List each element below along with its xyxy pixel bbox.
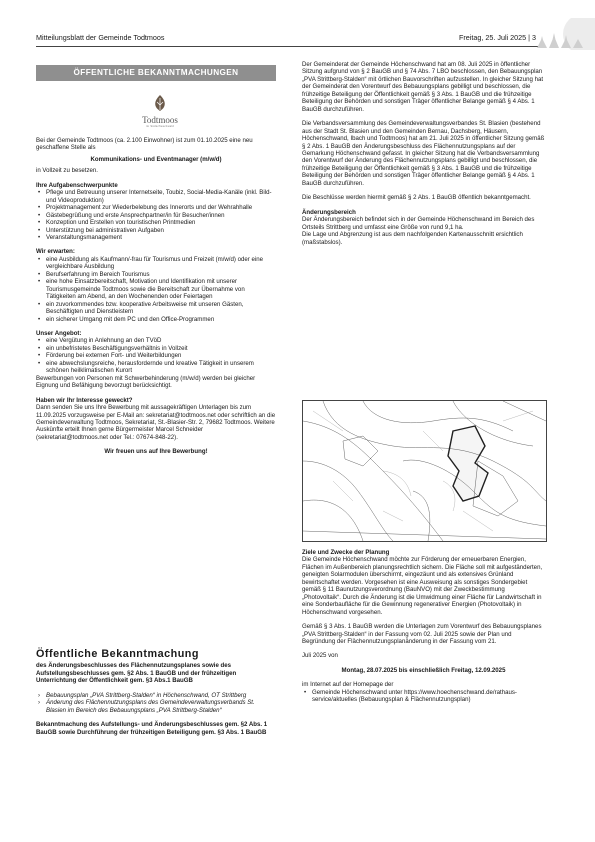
list-item: • eine abwechslungsreiche, herausfordernde und kreative Tätigkeit in unserem schönen heilklimatischen Kurort bbox=[46, 360, 276, 375]
list-item: • Förderung bei externen Fort- und Weiterbildungen bbox=[46, 352, 276, 359]
logo-wordmark: Todtmoos bbox=[142, 115, 178, 125]
goals-heading: Ziele und Zwecke der Planung bbox=[302, 549, 390, 556]
goals-text: Die Gemeinde Höchenschwand möchte zur Förderung der erneuerbaren Energien, Flächen im Außenbereich planungsrechtlich sichern. Die Fläche soll mit aufgeständerten, geneigten Solarmodulen überschirmt, eingezäunt und als extensives Grünland bewirtschaftet werden. Vorgesehen ist eine Ausweisung als sonstiges Sondergebiet gemäß § 11 Baunutzungsverordnung (BauNVO) mit der Zweckbestimmung „Photovoltaik“. Durch die Änderung ist die Umwidmung einer Fläche für Landwirtschaft in eine Sonderbaufläche für die Gewinnung regenerativer Energien (Photovoltaik) in Höchenschwand vorgesehen. bbox=[302, 556, 543, 616]
list-item: • Unterstützung bei administrativen Aufgaben bbox=[46, 227, 276, 234]
page-header bbox=[36, 33, 536, 45]
internet-list bbox=[302, 689, 545, 704]
job-title: Kommunikations- und Eventmanager (m/w/d) bbox=[90, 155, 222, 163]
council-resolution: Der Gemeinderat der Gemeinde Höchenschwand hat am 08. Juli 2025 in öffentlicher Sitzung aufgrund von § 2 BauGB und § 74 Abs. 7 LBO beschlossen, den Bebauungsplan „PVA Strittberg-Stalden“ mit örtlichen Bauvorschriften aufzustellen. In gleicher Sitzung hat der Gemeinderat den Vorentwurf des Bebauungsplans gebilligt und beschlossen, die frühzeitige Beteiligung der Öffentlichkeit gemäß § 3 Abs. 1 BauGB und die frühzeitige Beteiligung der Behörden und sonstigen Träger öffentlicher Belange gemäß § 4 Abs. 1 BauGB durchzuführen. bbox=[302, 61, 544, 113]
list-item: • ein zuvorkommendes bzw. kooperative Arbeitsweise mit unseren Gästen, Beschäftigten und Dienstleistern bbox=[46, 301, 276, 316]
area-text: Der Änderungsbereich befindet sich in der Gemeinde Höchenschwand im Bereich des Ortsteils Strittberg und umfasst eine Größe von rund 9,1 ha. bbox=[302, 216, 535, 231]
tasks-heading: Ihre Aufgabenschwerpunkte bbox=[36, 181, 118, 189]
job-intro: Bei der Gemeinde Todtmoos (ca. 2.100 Einwohner) ist zum 01.10.2025 eine neu geschaffene Stelle als bbox=[36, 137, 253, 152]
internet-link[interactable]: • Gemeinde Höchenschwand unter https://www.hoechenschwand.de/rathaus-service/aktuelles (Bebauungsplan & Flächennutzungsplan) bbox=[312, 689, 545, 704]
list-item: • Projektmanagement zur Wiederbelebung des Innerorts und der Wehrahhalle bbox=[46, 204, 276, 211]
list-item: › Änderung des Flächennutzungsplans des Gemeindeverwaltungsverbands St. Blasien im Bereich des Bebauungsplans „PVA Strittberg-Stalden“ bbox=[46, 699, 276, 714]
list-item: • ein unbefristetes Beschäftigungsverhältnis in Vollzeit bbox=[46, 345, 276, 352]
header-date-page: Freitag, 25. Juli 2025 | 3 bbox=[459, 33, 536, 42]
list-item: • eine hohe Einsatzbereitschaft, Motivation und Identifikation mit unserer Tourismusgemeinde Todtmoos sowie die Bereitschaft zur Übernahme von Tätigkeiten am Abend, an den Wochenenden oder Feiertagen bbox=[46, 278, 276, 300]
job-fulltime: in Vollzeit zu besetzen. bbox=[36, 167, 98, 175]
interest-heading: Haben wir Ihr Interesse geweckt? bbox=[36, 396, 133, 404]
list-item: • Gästebegrüßung und erste Ansprechpartner/in für Besucher/innen bbox=[46, 212, 276, 219]
notice-items bbox=[36, 692, 276, 714]
section-banner: ÖFFENTLICHE BEKANNTMACHUNGEN bbox=[36, 65, 276, 81]
association-resolution: Die Verbandsversammlung des Gemeindeverwaltungsverbandes St. Blasien (bestehend aus der Stadt St. Blasien und den Gemeinden Bernau, Dachsberg, Häusern, Höchenschwand, Ibach und Todtmoos) hat am 21. Juli 2025 in öffentlicher Sitzung gemäß § 2 Abs. 1 BauGB den Änderungsbeschluss des Flächennutzungsplans auf der Gemarkung Höchenschwand gefasst. In gleicher Sitzung hat die Verbandsversammlung den Vorentwurf der Änderung des Flächennutzungsplans gebilligt und beschlossen, die frühzeitige Beteiligung der Öffentlichkeit gemäß § 3 Abs. 1 BauGB und die frühzeitige Beteiligung der Behörden und sonstigen Träger öffentlicher Belange gemäß § 4 Abs. 1 BauGB durchzuführen. bbox=[302, 120, 545, 187]
expect-list bbox=[36, 256, 276, 323]
expect-heading: Wir erwarten: bbox=[36, 248, 75, 256]
documents-text: Gemäß § 3 Abs. 1 BauGB werden die Unterlagen zum Vorentwurf des Bebauungsplanes „PVA Strittberg-Stalden“ in der Fassung vom 02. Juli 2025 sowie der Plan und Begründung der Flächennutzungsplanänderung in der Fassung vom 21. bbox=[302, 623, 542, 645]
area-map-note: Die Lage und Abgrenzung ist aus dem nachfolgenden Kartenausschnitt ersichtlich (maßstabslos). bbox=[302, 231, 523, 246]
tasks-list bbox=[36, 189, 276, 241]
area-map bbox=[302, 400, 547, 542]
internet-heading: im Internet auf der Homepage der bbox=[302, 681, 394, 689]
period-lead: Juli 2025 von bbox=[302, 652, 338, 660]
notice-intro: des Änderungsbeschlusses des Flächennutzungsplanes sowie des Aufstellungsbeschlusses gem. §2 Abs. 1 BauGB und der frühzeitigen Unterrichtung der Öffentlichkeit gem. §3 Abs.1 BauGB bbox=[36, 662, 237, 685]
header-publication: Mitteilungsblatt der Gemeinde Todtmoos bbox=[36, 33, 165, 42]
list-item: • eine Ausbildung als Kaufmann/-frau für Tourismus und Freizeit (m/w/d) oder eine vergleichbare Ausbildung bbox=[46, 256, 276, 271]
right-column-top bbox=[302, 61, 545, 246]
list-item: • Veranstaltungsmanagement bbox=[46, 234, 276, 241]
application-text: Dann senden Sie uns Ihre Bewerbung mit aussagekräftigen Unterlagen bis zum 11.09.2025 vorzugsweise per E-Mail an: sekretariat@todtmoos.net oder schriftlich an die Gemeindeverwaltung Todtmoos, Sekretariat, St.-Blasier-Str. 2, 79682 Todtmoos. Weitere Auskünfte erteilt Ihnen gerne Bürgermeister Marcel Schneider (sekretariat@todtmoos.net oder Tel.: 07674-848-22). bbox=[36, 404, 276, 441]
list-item: • Konzeption und Erstellen von touristischen Printmedien bbox=[46, 219, 276, 226]
logo-tagline: im Südschwarzwald bbox=[145, 125, 175, 128]
area-heading: Änderungsbereich bbox=[302, 208, 356, 216]
list-item: • Berufserfahrung im Bereich Tourismus bbox=[46, 271, 276, 278]
logo-emblem-icon bbox=[149, 94, 171, 112]
public-notice bbox=[36, 648, 276, 736]
display-period: Montag, 28.07.2025 bis einschließlich Freitag, 12.09.2025 bbox=[341, 666, 506, 674]
list-item: • ein sicherer Umgang mit dem PC und den Office-Programmen bbox=[46, 316, 276, 323]
publication-statement: Die Beschlüsse werden hiermit gemäß § 2 Abs. 1 BauGB öffentlich bekanntgemacht. bbox=[302, 194, 531, 202]
list-item: • eine Vergütung in Anlehnung an den TVöD bbox=[46, 337, 276, 344]
disability-note: Bewerbungen von Personen mit Schwerbehinderung (m/w/d) werden bei gleicher Eignung und Befähigung bevorzugt berücksichtigt. bbox=[36, 374, 256, 390]
notice-title: Öffentliche Bekanntmachung bbox=[36, 648, 199, 660]
offer-heading: Unser Angebot: bbox=[36, 329, 82, 337]
list-item: › Bebauungsplan „PVA Strittberg-Stalden“ in Höchenschwand, OT Strittberg bbox=[46, 692, 276, 699]
trees-decoration-icon bbox=[527, 18, 595, 50]
todtmoos-logo bbox=[130, 94, 190, 128]
right-column-bottom bbox=[302, 549, 545, 704]
offer-list bbox=[36, 337, 276, 374]
list-item: • Pflege und Betreuung unserer Internetseite, Toubiz, Social-Media-Kanäle (inkl. Bild- und Videoproduktion) bbox=[46, 189, 276, 204]
closing-line: Wir freuen uns auf Ihre Bewerbung! bbox=[104, 448, 208, 456]
job-ad bbox=[36, 137, 276, 456]
notice-paragraph: Bekanntmachung des Aufstellungs- und Änderungsbeschlusses gem. §2 Abs. 1 BauGB sowie Durchführung der frühzeitigen Beteiligung gem. §3 Abs. 1 BauGB bbox=[36, 721, 268, 736]
header-rule bbox=[36, 46, 545, 47]
